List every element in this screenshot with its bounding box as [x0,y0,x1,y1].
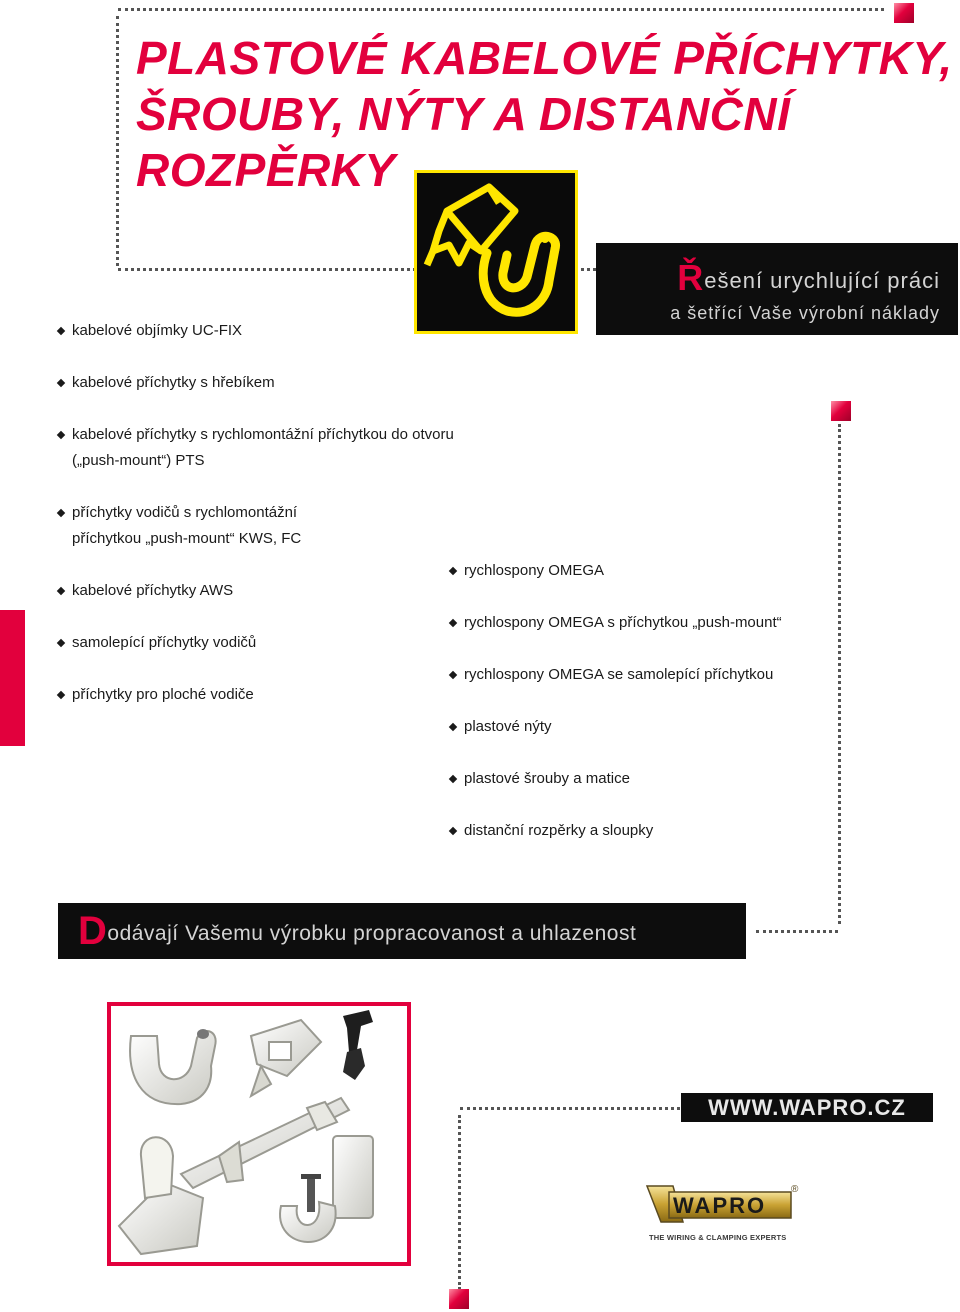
dotted-line-bottom [460,1107,680,1110]
list-item: rychlospony OMEGA [450,558,820,584]
diamond-bullet-icon [57,587,65,595]
slogan-bottom-initial: D [78,909,108,953]
cable-clip-icon [417,173,575,331]
list-item: kabelové příchytky s hřebíkem [58,370,518,396]
banner-slogan-bottom [58,903,746,959]
list-item: rychlospony OMEGA se samolepící příchytkou [450,662,820,688]
diamond-bullet-icon [57,509,65,517]
corner-square-top [894,3,914,23]
list-item: kabelové příchytky AWS [58,578,518,604]
diamond-bullet-icon [449,619,457,627]
diamond-bullet-icon [449,775,457,783]
list-item: distanční rozpěrky a sloupky [450,818,820,844]
logo-tagline: THE WIRING & CLAMPING EXPERTS [649,1233,787,1242]
page-title: PLASTOVÉ KABELOVÉ PŘÍCHYTKY, ŠROUBY, NÝTY A DISTANČNÍ ROZPĚRKY [136,32,953,196]
clip-pictogram [414,170,578,334]
logo-registered-mark: ® [791,1184,799,1195]
side-accent-bar [0,610,25,746]
plastic-clips-illustration [111,1006,407,1262]
list-item: plastové šrouby a matice [450,766,820,792]
product-photo [107,1002,411,1266]
wapro-logo [643,1178,803,1248]
slogan-line1-text: ešení urychlující práci [704,268,940,293]
diamond-bullet-icon [57,639,65,647]
product-list-right [450,558,820,870]
banner-slogan-top [596,243,958,335]
slogan-initial: Ř [677,257,705,298]
corner-square-bottom [449,1289,469,1309]
diamond-bullet-icon [449,723,457,731]
diamond-bullet-icon [57,327,65,335]
list-item: příchytky vodičů s rychlomontážní příchytkou „push-mount“ KWS, FC [58,500,318,552]
diamond-bullet-icon [449,671,457,679]
diamond-bullet-icon [449,567,457,575]
dotted-line-left [116,16,119,266]
dotted-line-right [838,424,841,924]
dotted-line-bottom-left [458,1115,461,1290]
slogan-bottom-text: odávají Vašemu výrobku propracovanost a uhlazenost [107,922,637,945]
corner-square-middle [831,401,851,421]
wapro-logo-mark [643,1178,803,1234]
list-item: kabelové objímky UC-FIX [58,318,518,344]
website-url[interactable]: WWW.WAPRO.CZ [681,1093,933,1122]
list-item: rychlospony OMEGA s příchytkou „push-mount“ [450,610,820,636]
diamond-bullet-icon [57,431,65,439]
list-item: samolepící příchytky vodičů [58,630,518,656]
logo-brand-text: WAPRO [673,1193,767,1218]
dotted-line-right-bottom [756,930,838,933]
slogan-line2: a šetřící Vaše výrobní náklady [670,303,940,323]
list-item: příchytky pro ploché vodiče [58,682,518,708]
product-list-left [58,318,518,734]
slogan-line1 [596,257,940,299]
list-item: plastové nýty [450,714,820,740]
diamond-bullet-icon [57,379,65,387]
diamond-bullet-icon [449,827,457,835]
list-item: kabelové příchytky s rychlomontážní příchytkou do otvoru („push-mount“) PTS [58,422,478,474]
diamond-bullet-icon [57,691,65,699]
dotted-line-top [118,8,884,11]
